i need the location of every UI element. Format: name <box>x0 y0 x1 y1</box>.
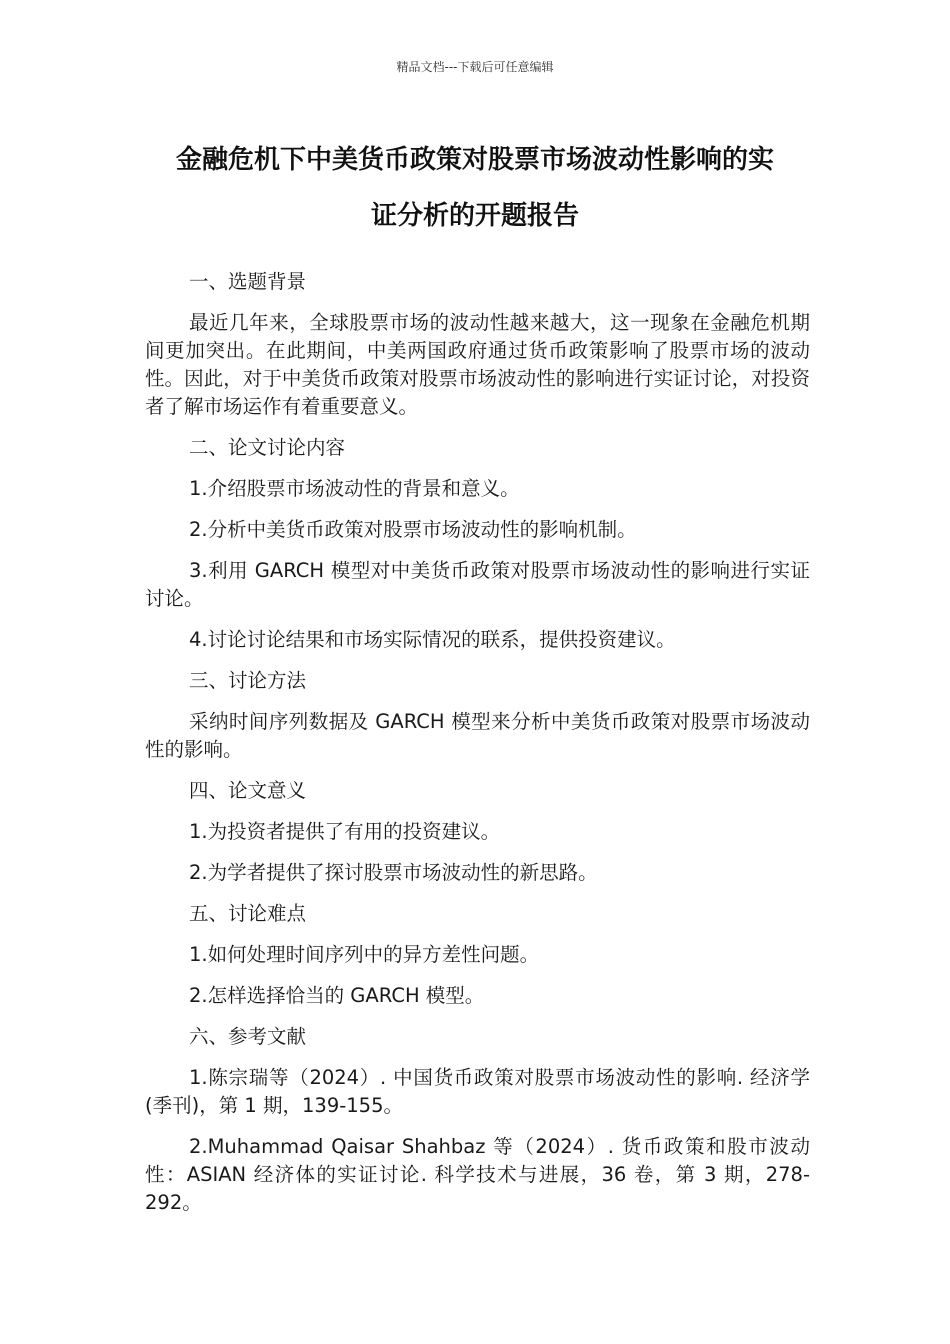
significance-item-2: 2.为学者提供了探讨股票市场波动性的新思路。 <box>189 861 598 884</box>
section-heading-references: 六、参考文献 <box>189 1025 307 1048</box>
difficulty-item-1: 1.如何处理时间序列中的异方差性问题。 <box>189 943 540 966</box>
content-item-3: 3.利用 GARCH 模型对中美货币政策对股票市场波动性的影响进行实证讨论。 <box>145 559 810 610</box>
document-body <box>145 268 810 1230</box>
section-heading-background: 一、选题背景 <box>189 270 307 293</box>
section-heading-content: 二、论文讨论内容 <box>189 436 346 459</box>
page-title <box>140 132 810 244</box>
reference-item-2: 2.Muhammad Qaisar Shahbaz 等（2024）. 货币政策和股市波动性：ASIAN 经济体的实证讨论. 科学技术与进展，36 卷，第 3 期，278-292。 <box>145 1135 810 1214</box>
paragraph-method: 采纳时间序列数据及 GARCH 模型来分析中美货币政策对股票市场波动性的影响。 <box>145 710 810 761</box>
content-item-2: 2.分析中美货币政策对股票市场波动性的影响机制。 <box>189 518 637 541</box>
content-item-1: 1.介绍股票市场波动性的背景和意义。 <box>189 477 520 500</box>
reference-item-1: 1.陈宗瑞等（2024）. 中国货币政策对股票市场波动性的影响. 经济学(季刊)，第 1 期，139-155。 <box>145 1066 810 1117</box>
section-heading-method: 三、讨论方法 <box>189 669 307 692</box>
title-line-2: 证分析的开题报告 <box>370 201 579 231</box>
section-heading-difficulties: 五、讨论难点 <box>189 902 307 925</box>
title-line-1: 金融危机下中美货币政策对股票市场波动性影响的实 <box>175 145 774 175</box>
difficulty-item-2: 2.怎样选择恰当的 GARCH 模型。 <box>189 984 485 1007</box>
header-note: 精品文档---下载后可任意编辑 <box>396 60 554 74</box>
significance-item-1: 1.为投资者提供了有用的投资建议。 <box>189 820 501 843</box>
section-heading-significance: 四、论文意义 <box>189 779 307 802</box>
content-item-4: 4.讨论讨论结果和市场实际情况的联系，提供投资建议。 <box>189 628 676 651</box>
paragraph-background: 最近几年来，全球股票市场的波动性越来越大，这一现象在金融危机期间更加突出。在此期间，中美两国政府通过货币政策影响了股票市场的波动性。因此，对于中美货币政策对股票市场波动性的影响进行实证讨论，对投资者了解市场运作有着重要意义。 <box>145 311 810 418</box>
